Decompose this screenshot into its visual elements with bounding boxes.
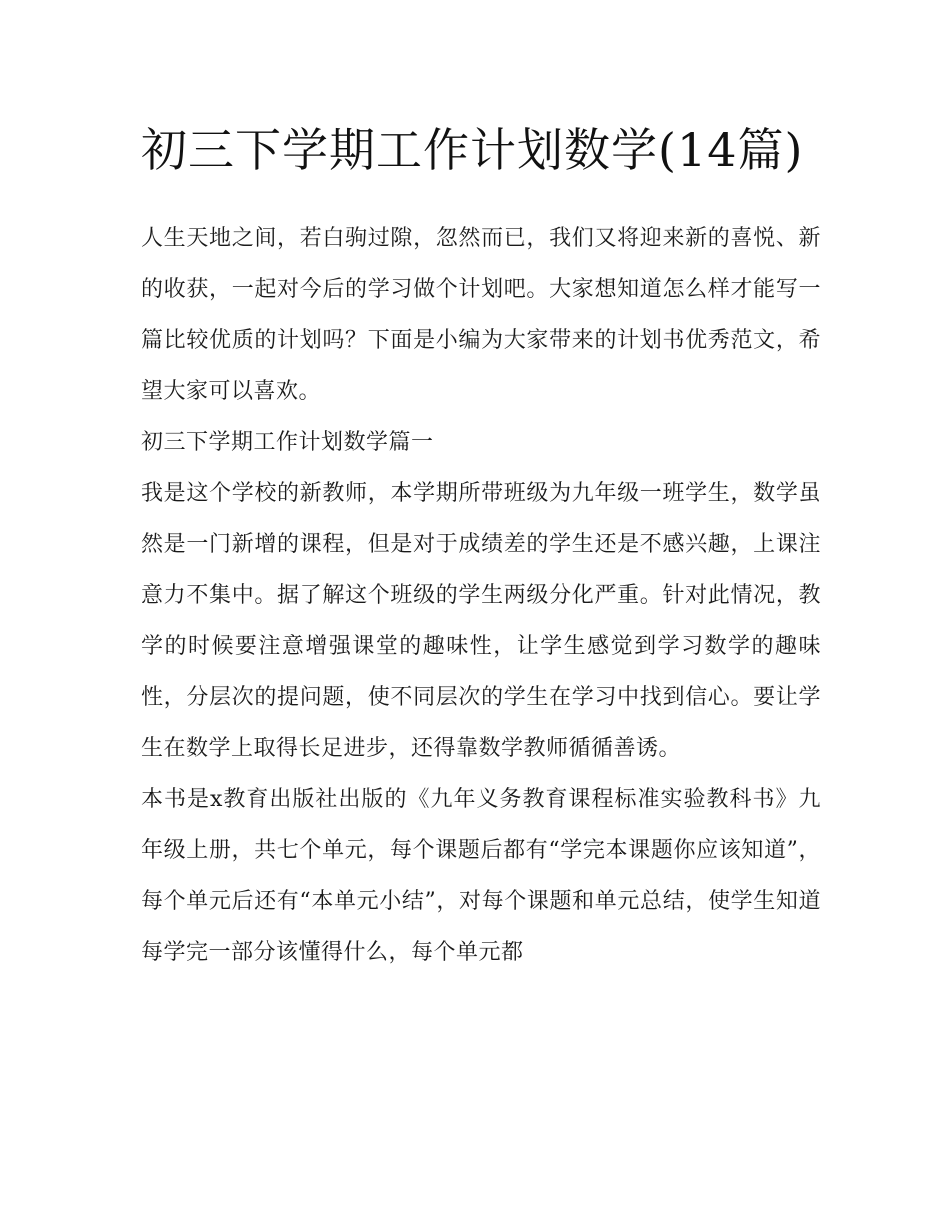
document-title: 初三下学期工作计划数学(14篇) — [141, 123, 804, 177]
body-paragraph: 本书是x教育出版社出版的《九年义务教育课程标准实验教科书》九年级上册，共七个单元，每个课题后都有“学完本课题你应该知道”，每个单元后还有“本单元小结”，对每个课题和单元总结，使学生知道每学完一部分该懂得什么，每个单元都 — [141, 787, 821, 965]
document-page — [141, 112, 821, 978]
section-heading: 初三下学期工作计划数学篇一 — [141, 430, 434, 455]
document-body — [141, 213, 821, 978]
intro-paragraph: 人生天地之间，若白驹过隙，忽然而已，我们又将迎来新的喜悦、新的收获，一起对今后的学习做个计划吧。大家想知道怎么样才能写一篇比较优质的计划吗？下面是小编为大家带来的计划书优秀范文，希望大家可以喜欢。 — [141, 226, 821, 404]
body-paragraph: 我是这个学校的新教师，本学期所带班级为九年级一班学生，数学虽然是一门新增的课程，但是对于成绩差的学生还是不感兴趣，上课注意力不集中。据了解这个班级的学生两级分化严重。针对此情况，教学的时候要注意增强课堂的趣味性，让学生感觉到学习数学的趣味性，分层次的提问题，使不同层次的学生在学习中找到信心。要让学生在数学上取得长足进步，还得靠数学教师循循善诱。 — [141, 481, 821, 761]
